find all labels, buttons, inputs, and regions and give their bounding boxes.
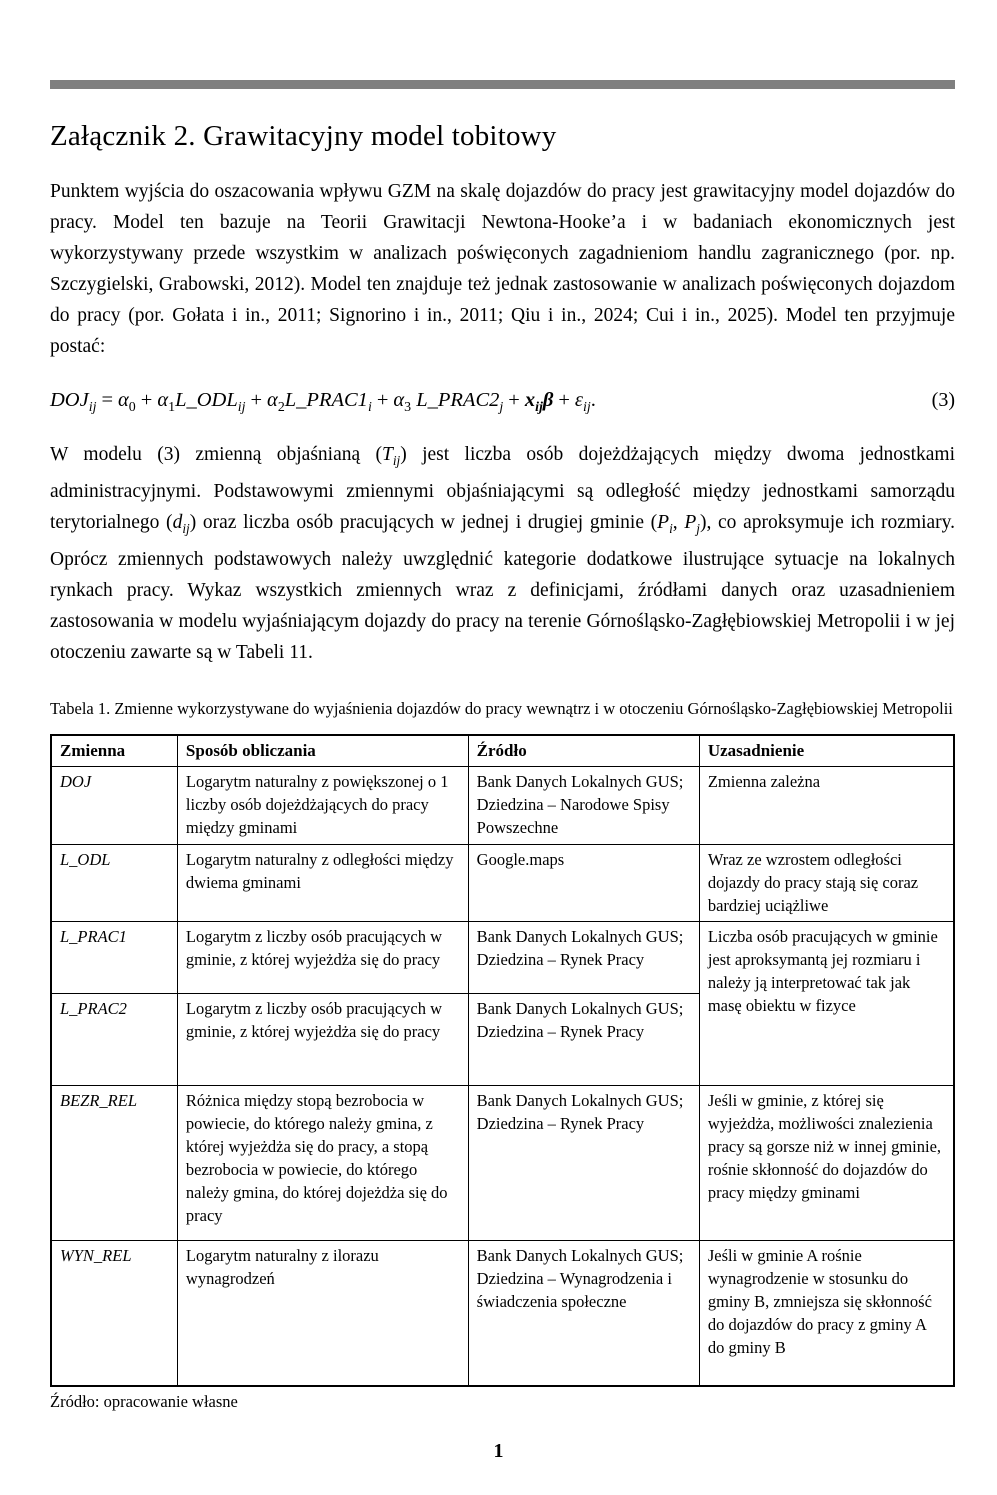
math-var-Pj: $P_j$	[684, 511, 700, 536]
table-source-note: Źródło: opracowanie własne	[50, 1392, 238, 1412]
header-zmienna: Zmienna	[51, 735, 177, 767]
equation-body: $DOJ_{ij} = \alpha_0$ + $\alpha_1L\_ODL_{ij}$ + $\alpha_2L\_PRAC1_i + \alpha_3$ $L\_PRAC2_j + x_{ij}\beta + \varepsilon_{ij}$.	[50, 389, 596, 416]
cell-method: Różnica między stopą bezrobocia w powiecie, do którego należy gmina, z której wyjeżdża się do pracy, a stopą bezrobocia w powiecie, do którego należy gmina, do której dojeżdża się do pracy	[177, 1085, 468, 1240]
header-uzasadnienie: Uzasadnienie	[699, 735, 954, 767]
cell-method: Logarytm z liczby osób pracujących w gminie, z której wyjeżdża się do pracy	[177, 993, 468, 1085]
header-rule	[50, 80, 955, 89]
cell-variable: WYN_REL	[51, 1240, 177, 1386]
cell-justification: Jeśli w gminie A rośnie wynagrodzenie w stosunku do gminy B, zmniejsza się skłonność do dojazdów do pracy z gminy A do gminy B	[699, 1240, 954, 1386]
page-title: Załącznik 2. Grawitacyjny model tobitowy	[50, 120, 557, 152]
page-number: 1	[493, 1440, 504, 1462]
cell-variable: L_PRAC1	[51, 921, 177, 993]
header-sposob-obliczania: Sposób obliczania	[177, 735, 468, 767]
equation	[50, 389, 955, 416]
cell-variable: L_PRAC2	[51, 993, 177, 1085]
table-caption: Tabela 1. Zmienne wykorzystywane do wyjaśnienia dojazdów do pracy wewnątrz i w otoczeniu Górnośląsko-Zagłębiowskiej Metropolii	[50, 698, 953, 718]
cell-variable: BEZR_REL	[51, 1085, 177, 1240]
math-var-d: $d_{ij}$	[172, 511, 190, 536]
table-header-row	[51, 735, 954, 767]
math-var-T: $T_{ij}$	[382, 444, 401, 468]
table-row-wyn-rel	[51, 1240, 954, 1386]
cell-source: Bank Danych Lokalnych GUS; Dziedzina – Rynek Pracy	[468, 993, 699, 1085]
table-row-bezr-rel	[51, 1085, 954, 1240]
table-row-lprac1	[51, 921, 954, 993]
cell-source: Bank Danych Lokalnych GUS; Dziedzina – Wynagrodzenia i świadczenia społeczne	[468, 1240, 699, 1386]
variables-table	[50, 734, 955, 1388]
cell-variable: DOJ	[51, 766, 177, 844]
cell-source: Bank Danych Lokalnych GUS; Dziedzina – Rynek Pracy	[468, 1085, 699, 1240]
cell-method: Logarytm naturalny z odległości między dwiema gminami	[177, 844, 468, 921]
cell-source: Bank Danych Lokalnych GUS; Dziedzina – Narodowe Spisy Powszechne	[468, 766, 699, 844]
table-row-doj	[51, 766, 954, 844]
cell-justification: Jeśli w gminie, z której się wyjeżdża, możliwości znalezienia pracy są gorsze niż w innej gminie, rośnie skłonność do dojazdów do pracy między gminami	[699, 1085, 954, 1240]
cell-variable: L_ODL	[51, 844, 177, 921]
cell-method: Logarytm z liczby osób pracujących w gminie, z której wyjeżdża się do pracy	[177, 921, 468, 993]
cell-method: Logarytm naturalny z powiększonej o 1 liczby osób dojeżdżających do pracy między gminami	[177, 766, 468, 844]
math-var-Pi: $P_i$	[657, 511, 673, 536]
paragraph-model-description: W modelu (3) zmienną objaśnianą $(T_{ij})$ jest liczba osób dojeżdżających między dwoma jednostkami administracyjnymi. Podstawowymi zmiennymi objaśniającymi są odległość między jednostkami samorządu terytorialnego $(d_{ij})$ oraz liczba osób pracujących w jednej i drugiej gminie ($P_i$, $P_j$), co aproksymuje ich rozmiary. Oprócz zmiennych podstawowych należy uwzględnić kategorie dodatkowe ilustrujące sytuacje na lokalnych rynkach pracy. Wykaz wszystkich zmiennych wraz z definicjami, źródłami danych oraz uzasadnieniem zastosowania w modelu wyjaśniającym dojazdy do pracy na terenie Górnośląsko-Zagłębiowskiej Metropolii i w jej otoczeniu zawarte są w Tabeli 11.	[50, 444, 955, 663]
header-zrodlo: Źródło	[468, 735, 699, 767]
table-row-lodl	[51, 844, 954, 921]
cell-justification-merged: Liczba osób pracujących w gminie jest aproksymantą jej rozmiaru i należy ją interpretować tak jak masę obiektu w fizyce	[699, 921, 954, 1085]
cell-source: Google.maps	[468, 844, 699, 921]
cell-source: Bank Danych Lokalnych GUS; Dziedzina – Rynek Pracy	[468, 921, 699, 993]
cell-justification: Zmienna zależna	[699, 766, 954, 844]
cell-method: Logarytm naturalny z ilorazu wynagrodzeń	[177, 1240, 468, 1386]
cell-justification: Wraz ze wzrostem odległości dojazdy do pracy stają się coraz bardziej uciążliwe	[699, 844, 954, 921]
equation-number: (3)	[931, 389, 955, 411]
paragraph-intro: Punktem wyjścia do oszacowania wpływu GZM na skalę dojazdów do pracy jest grawitacyjny model dojazdów do pracy. Model ten bazuje na Teorii Grawitacji Newtona-Hooke’a i w badaniach ekonomicznych jest wykorzystywany przede wszystkim w analizach poświęconych zagadnieniom handlu zagranicznego (por. np. Szczygielski, Grabowski, 2012). Model ten znajduje też jednak zastosowanie w analizach poświęconych dojazdom do pracy (por. Gołata i in., 2011; Signorino i in., 2011; Qiu i in., 2024; Cui i in., 2025). Model ten przyjmuje postać:	[50, 181, 955, 357]
